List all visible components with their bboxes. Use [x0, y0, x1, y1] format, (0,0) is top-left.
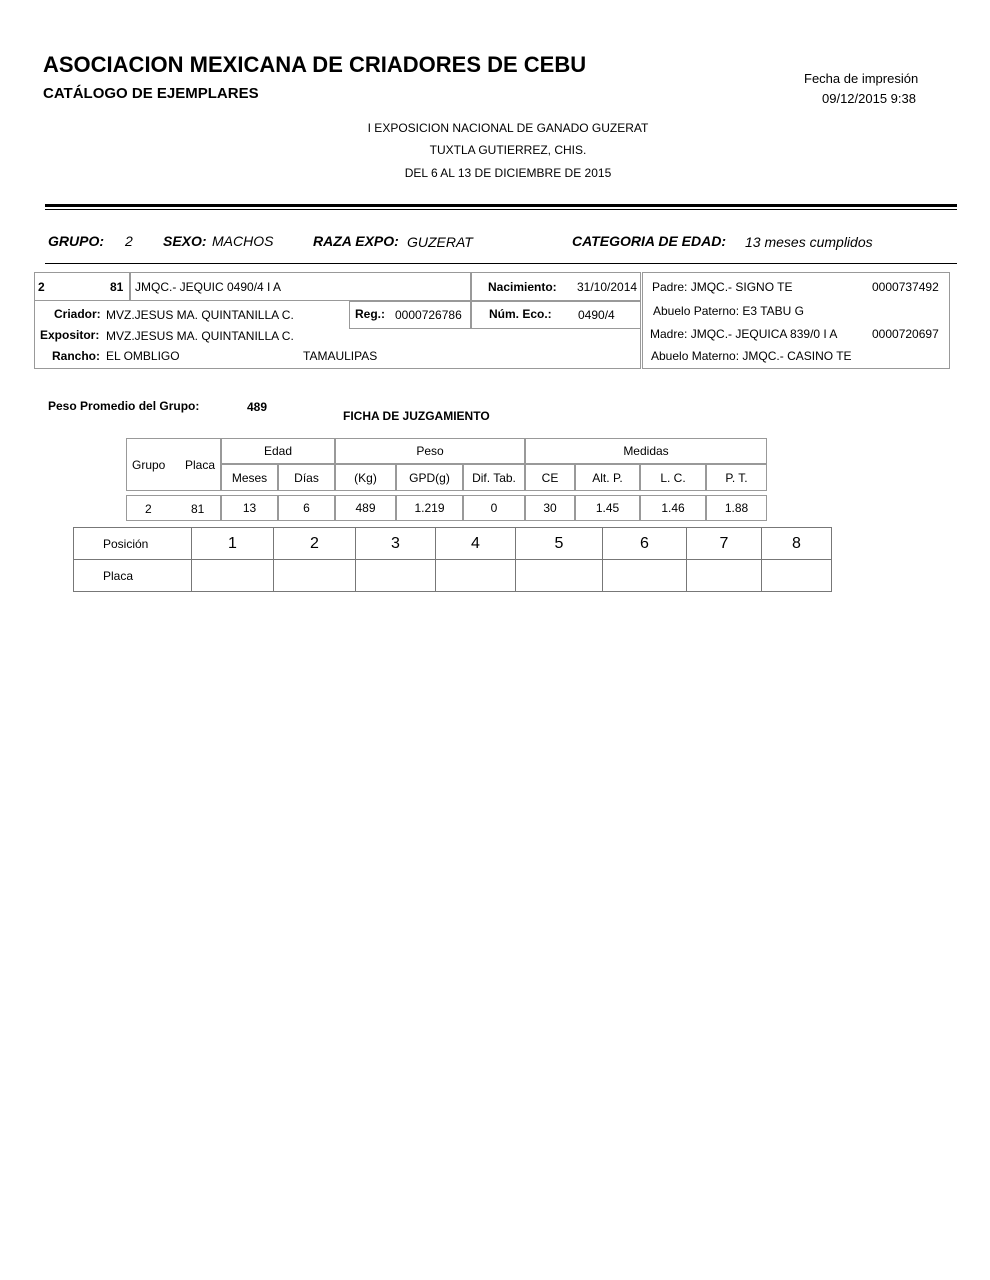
placa-row-label: Placa [73, 559, 192, 592]
header-alt-p: Alt. P. [575, 464, 640, 491]
header-lc: L. C. [640, 464, 706, 491]
abuelo-paterno-line [653, 304, 804, 318]
row-lc: 1.46 [640, 495, 706, 521]
position-7: 7 [686, 527, 762, 560]
grupo-label: GRUPO: [48, 233, 104, 249]
group-bar-divider [45, 263, 957, 264]
grupo-value: 2 [125, 233, 133, 249]
row-dias: 6 [278, 495, 335, 521]
raza-label: RAZA EXPO: [313, 233, 399, 249]
position-2: 2 [273, 527, 356, 560]
header-divider-thick [45, 204, 957, 207]
event-dates: DEL 6 AL 13 DE DICIEMBRE DE 2015 [404, 166, 612, 180]
reg-label: Reg.: [355, 307, 385, 321]
padre-reg: 0000737492 [872, 280, 939, 294]
criador-label: Criador: [54, 307, 101, 321]
header-dias: Días [278, 464, 335, 491]
animal-placa: 81 [110, 280, 124, 294]
header-medidas: Medidas [525, 438, 767, 464]
event-name: I EXPOSICION NACIONAL DE GANADO GUZERAT [367, 121, 649, 135]
sexo-value: MACHOS [212, 233, 274, 249]
placa-slot-5[interactable] [515, 559, 603, 592]
madre-value: JMQC.- JEQUICA 839/0 I A [690, 327, 838, 341]
header-divider-thin [45, 209, 957, 210]
group-bar [48, 233, 104, 249]
abuelo-paterno-label: Abuelo Paterno: [653, 304, 740, 318]
expositor-value: MVZ.JESUS MA. QUINTANILLA C. [106, 329, 294, 343]
row-ce: 30 [525, 495, 575, 521]
row-gpd: 1.219 [396, 495, 463, 521]
organization-title: ASOCIACION MEXICANA DE CRIADORES DE CEBU [43, 52, 587, 77]
padre-label: Padre: [652, 280, 688, 294]
rancho-label: Rancho: [52, 349, 100, 363]
position-3: 3 [355, 527, 436, 560]
sexo-label: SEXO: [163, 233, 207, 249]
categoria-value: 13 meses cumplidos [745, 234, 873, 250]
position-6: 6 [602, 527, 687, 560]
padre-line [652, 280, 793, 294]
header-placa: Placa [185, 458, 216, 472]
header-grupo: Grupo [132, 458, 166, 472]
header-ce: CE [525, 464, 575, 491]
animal-grupo: 2 [38, 280, 45, 294]
nacimiento-label: Nacimiento: [488, 280, 557, 294]
table-row [126, 495, 221, 521]
row-meses: 13 [221, 495, 278, 521]
placa-slot-4[interactable] [435, 559, 516, 592]
estado-value: TAMAULIPAS [303, 349, 378, 363]
reg-value: 0000726786 [395, 308, 462, 322]
abuelo-materno-line [651, 349, 852, 363]
print-date: 09/12/2015 9:38 [822, 91, 916, 106]
catalog-subtitle: CATÁLOGO DE EJEMPLARES [43, 85, 259, 102]
peso-promedio-label: Peso Promedio del Grupo: [48, 399, 200, 413]
header-dif-tab: Dif. Tab. [463, 464, 525, 491]
header-peso: Peso [335, 438, 525, 464]
abuelo-paterno-value: E3 TABU G [742, 304, 804, 318]
placa-slot-3[interactable] [355, 559, 436, 592]
padre-value: JMQC.- SIGNO TE [690, 280, 793, 294]
madre-label: Madre: [650, 327, 688, 341]
expositor-label: Expositor: [40, 328, 100, 342]
placa-slot-6[interactable] [602, 559, 687, 592]
header-gpd: GPD(g) [396, 464, 463, 491]
abuelo-materno-value: JMQC.- CASINO TE [742, 349, 852, 363]
num-eco-value: 0490/4 [578, 308, 615, 322]
row-grupo: 2 [145, 502, 152, 516]
ficha-juzgamiento-title: FICHA DE JUZGAMIENTO [343, 409, 490, 423]
print-date-label: Fecha de impresión [804, 71, 919, 86]
header-pt: P. T. [706, 464, 767, 491]
madre-line [650, 327, 837, 341]
num-eco-label: Núm. Eco.: [489, 307, 552, 321]
nacimiento-value: 31/10/2014 [577, 280, 637, 294]
posicion-label: Posición [73, 527, 192, 560]
position-8: 8 [761, 527, 832, 560]
event-place: TUXTLA GUTIERREZ, CHIS. [429, 143, 587, 157]
row-pt: 1.88 [706, 495, 767, 521]
position-4: 4 [435, 527, 516, 560]
header-meses: Meses [221, 464, 278, 491]
animal-name: JMQC.- JEQUIC 0490/4 I A [135, 280, 282, 294]
row-dif-tab: 0 [463, 495, 525, 521]
position-5: 5 [515, 527, 603, 560]
madre-reg: 0000720697 [872, 327, 939, 341]
peso-promedio-value: 489 [247, 400, 268, 414]
position-1: 1 [191, 527, 274, 560]
categoria-label: CATEGORIA DE EDAD: [572, 233, 726, 249]
row-placa: 81 [191, 502, 205, 516]
placa-slot-8[interactable] [761, 559, 832, 592]
header-kg: (Kg) [335, 464, 396, 491]
criador-value: MVZ.JESUS MA. QUINTANILLA C. [106, 308, 294, 322]
raza-value: GUZERAT [407, 234, 473, 250]
row-kg: 489 [335, 495, 396, 521]
row-alt-p: 1.45 [575, 495, 640, 521]
header-edad: Edad [221, 438, 335, 464]
placa-slot-1[interactable] [191, 559, 274, 592]
rancho-value: EL OMBLIGO [106, 349, 180, 363]
abuelo-materno-label: Abuelo Materno: [651, 349, 740, 363]
placa-slot-7[interactable] [686, 559, 762, 592]
placa-slot-2[interactable] [273, 559, 356, 592]
